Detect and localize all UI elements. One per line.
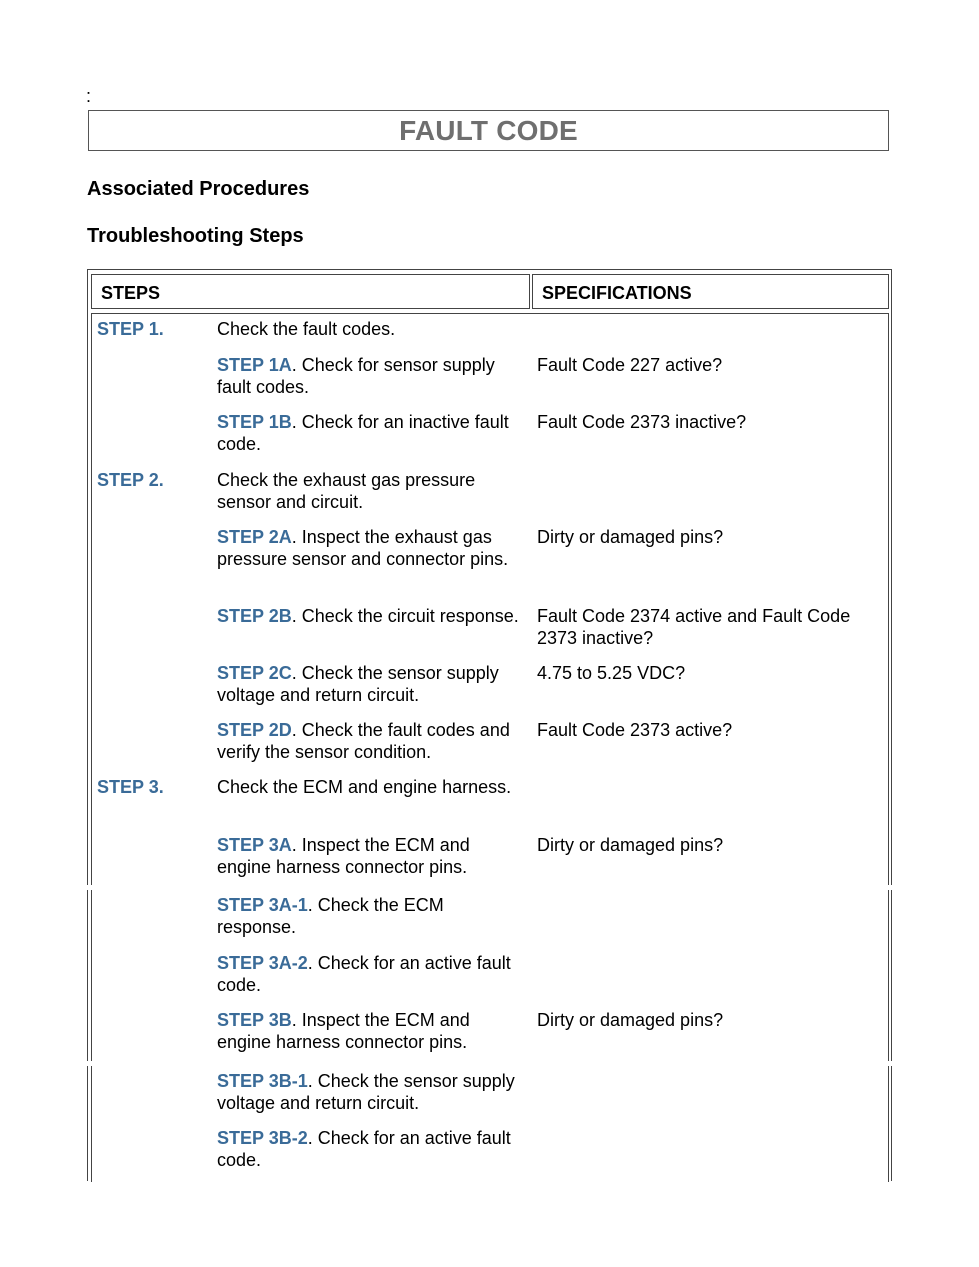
step-1a-link[interactable]: STEP 1A — [217, 355, 292, 375]
step-3a-spec: Dirty or damaged pins? — [537, 835, 724, 855]
step-3b-link[interactable]: STEP 3B — [217, 1010, 292, 1030]
step-3b-1-description: . Check the sensor supply voltage and return circuit. — [217, 1071, 515, 1113]
step-3b-2-link[interactable]: STEP 3B-2 — [217, 1128, 308, 1148]
step-2-link[interactable]: STEP 2. — [97, 470, 164, 490]
step-2-description: Check the exhaust gas pressure sensor and circuit. — [217, 470, 476, 512]
step-1a-row — [217, 355, 523, 398]
step-3a-link[interactable]: STEP 3A — [217, 835, 292, 855]
row-separator — [91, 1061, 94, 1066]
step-1b-spec: Fault Code 2373 inactive? — [537, 412, 747, 432]
step-3a-1-description: . Check the ECM response. — [217, 895, 444, 937]
step-3b-2-description: . Check for an active fault code. — [217, 1128, 511, 1170]
step-2a-row — [217, 527, 523, 570]
step-3b-row — [217, 1010, 523, 1053]
step-2d-row — [217, 720, 523, 763]
associated-procedures-heading: Associated Procedures — [87, 178, 310, 200]
step-3a-row — [217, 835, 523, 878]
row-separator — [890, 885, 893, 890]
steps-column-header: STEPS — [91, 274, 530, 309]
step-3-link[interactable]: STEP 3. — [97, 777, 164, 797]
row-separator — [87, 1061, 90, 1066]
leading-colon: : — [86, 86, 92, 106]
step-2c-row — [217, 663, 523, 706]
page-title: FAULT CODE — [399, 114, 578, 146]
step-3b-1-row — [217, 1071, 523, 1114]
row-separator — [886, 1061, 889, 1066]
title-box — [88, 110, 889, 151]
step-1b-description: . Check for an inactive fault code. — [217, 412, 509, 454]
step-1b-link[interactable]: STEP 1B — [217, 412, 292, 432]
step-2d-description: . Check the fault codes and verify the sensor condition. — [217, 720, 510, 762]
step-1a-spec: Fault Code 227 active? — [537, 355, 723, 375]
step-1b-row — [217, 412, 523, 455]
step-2b-description: . Check the circuit response. — [291, 606, 519, 626]
step-3a-2-link[interactable]: STEP 3A-2 — [217, 953, 308, 973]
step-3a-description: . Inspect the ECM and engine harness connector pins. — [217, 835, 470, 877]
step-2b-spec: Fault Code 2374 active and Fault Code 2373 inactive? — [537, 606, 851, 648]
step-3b-description: . Inspect the ECM and engine harness connector pins. — [217, 1010, 470, 1052]
step-1-description: Check the fault codes. — [217, 319, 396, 339]
step-2d-spec: Fault Code 2373 active? — [537, 720, 733, 740]
step-3a-2-description: . Check for an active fault code. — [217, 953, 511, 995]
step-2b-link[interactable]: STEP 2B — [217, 606, 292, 626]
row-separator — [890, 1061, 893, 1066]
step-3b-spec: Dirty or damaged pins? — [537, 1010, 724, 1030]
step-2a-spec: Dirty or damaged pins? — [537, 527, 724, 547]
row-separator — [886, 885, 889, 890]
step-3a-1-link[interactable]: STEP 3A-1 — [217, 895, 308, 915]
step-2a-link[interactable]: STEP 2A — [217, 527, 292, 547]
step-2c-description: . Check the sensor supply voltage and return circuit. — [217, 663, 499, 705]
step-2a-description: . Inspect the exhaust gas pressure sensor and connector pins. — [217, 527, 509, 569]
step-3b-2-row — [217, 1128, 523, 1171]
step-3-description: Check the ECM and engine harness. — [217, 777, 512, 797]
step-2c-spec: 4.75 to 5.25 VDC? — [537, 663, 686, 683]
step-1-link[interactable]: STEP 1. — [97, 319, 164, 339]
step-3b-1-link[interactable]: STEP 3B-1 — [217, 1071, 308, 1091]
step-2b-row — [217, 606, 523, 628]
troubleshooting-steps-heading: Troubleshooting Steps — [87, 225, 304, 247]
step-3a-1-row — [217, 895, 523, 938]
step-2d-link[interactable]: STEP 2D — [217, 720, 292, 740]
specifications-column-header: SPECIFICATIONS — [532, 274, 889, 309]
row-separator — [91, 885, 94, 890]
step-3a-2-row — [217, 953, 523, 996]
row-separator — [87, 885, 90, 890]
step-1a-description: . Check for sensor supply fault codes. — [217, 355, 495, 397]
step-2c-link[interactable]: STEP 2C — [217, 663, 292, 683]
